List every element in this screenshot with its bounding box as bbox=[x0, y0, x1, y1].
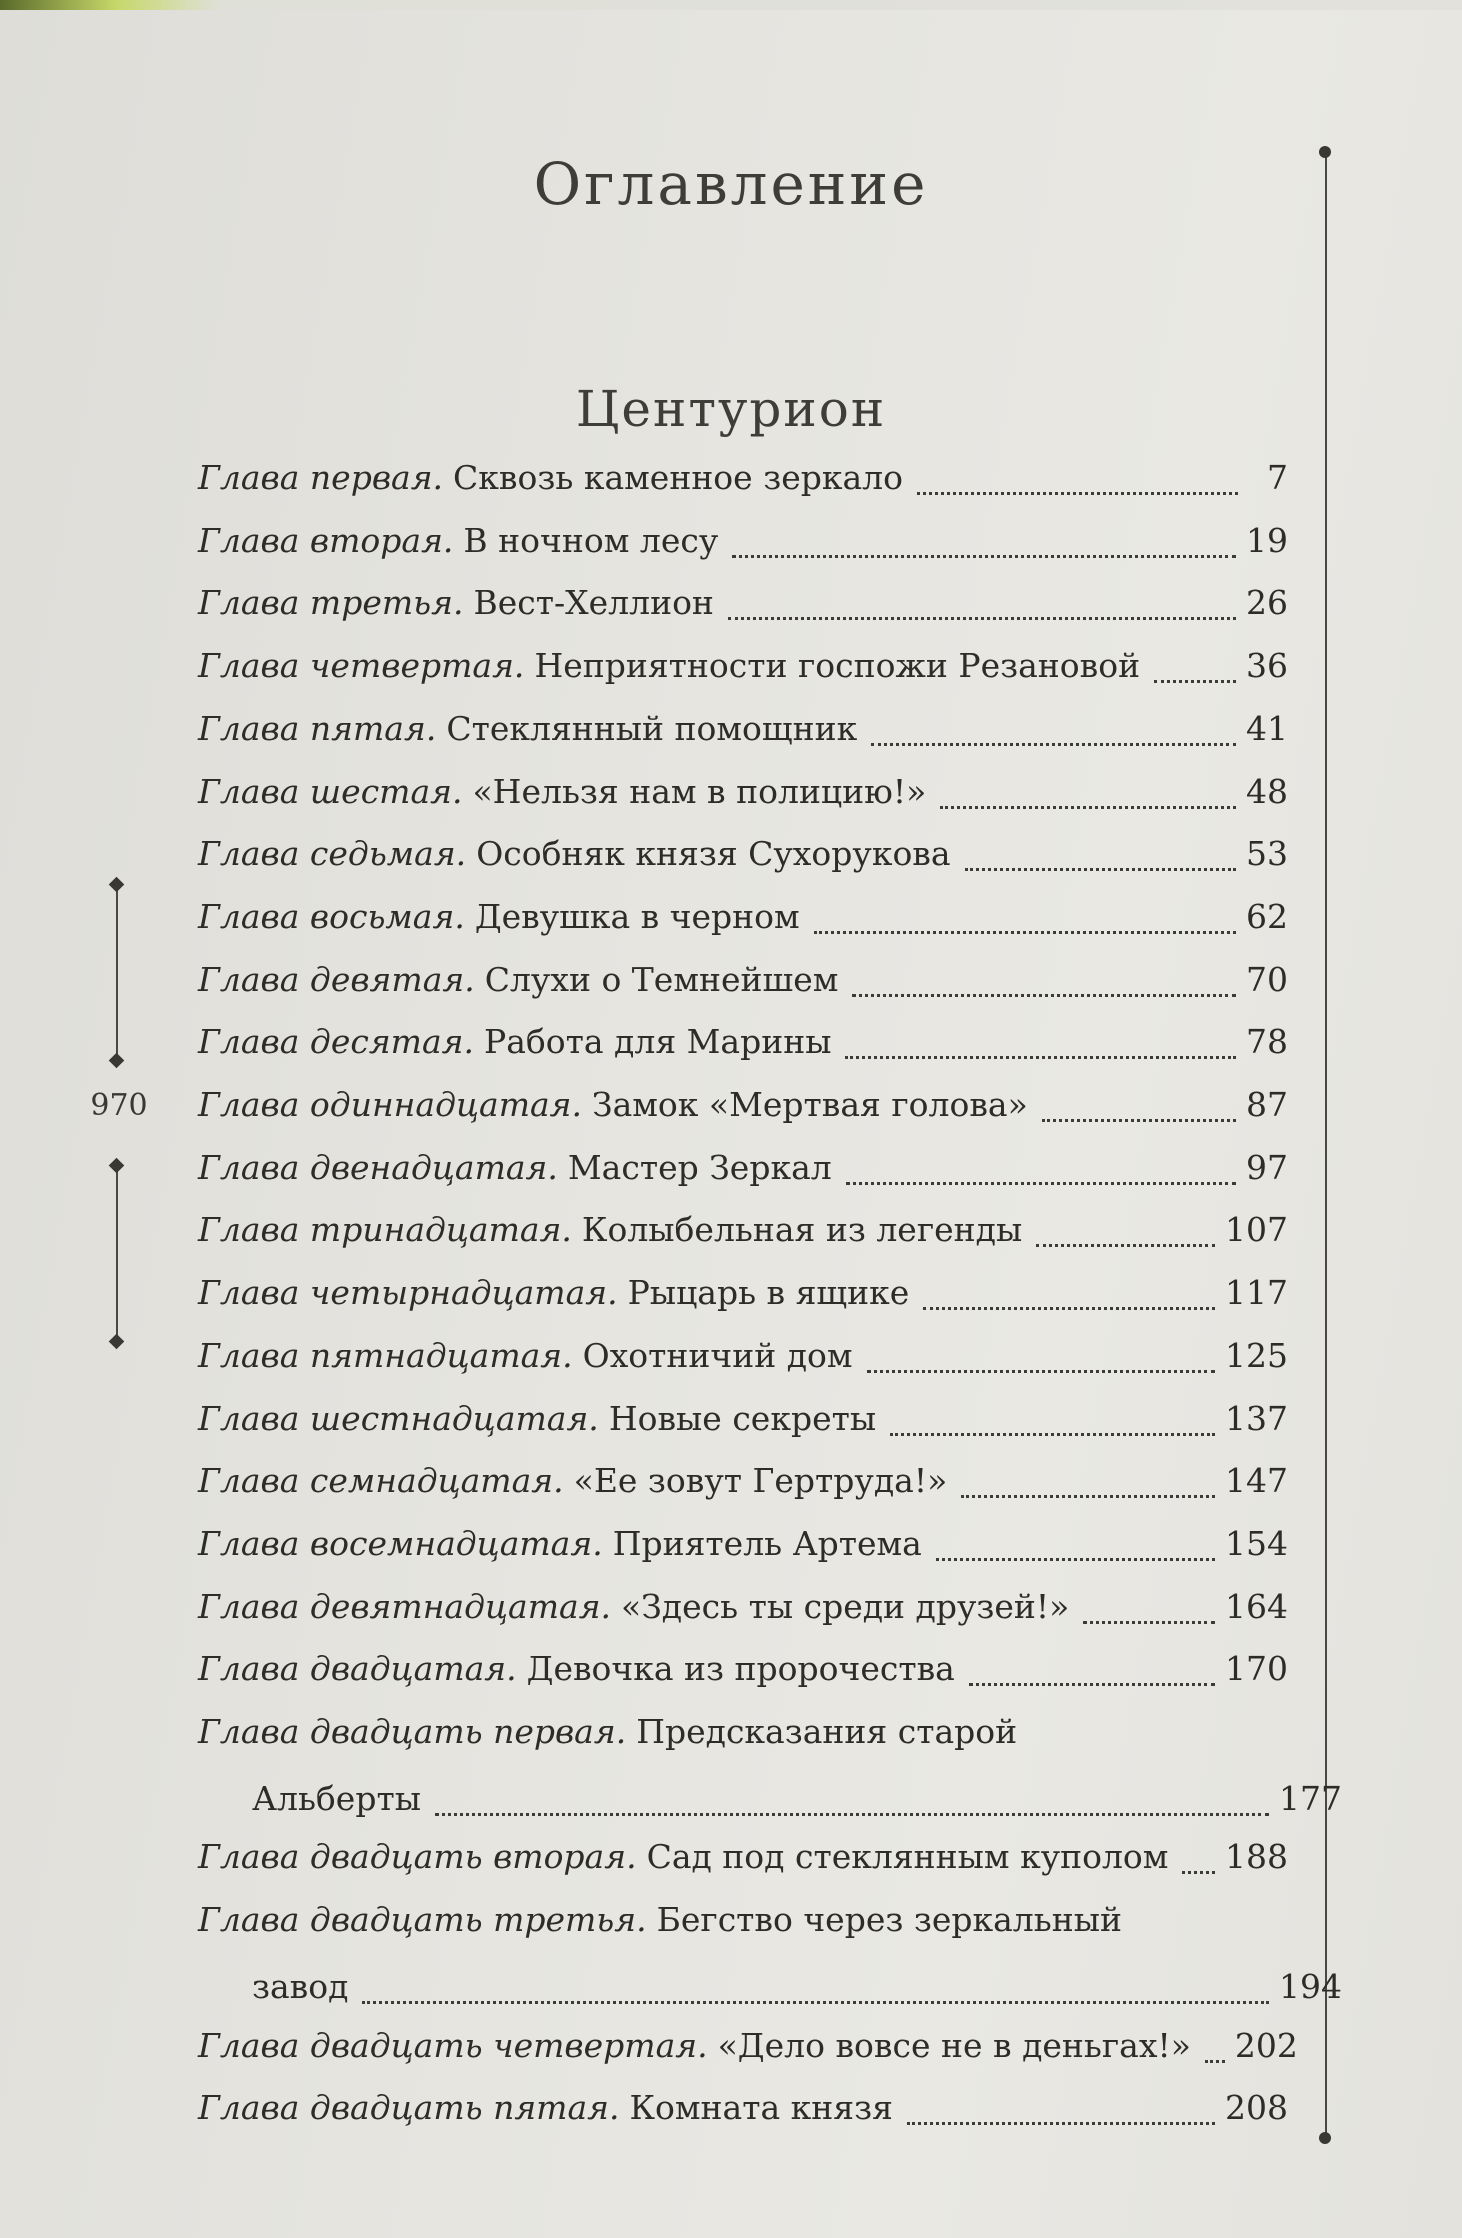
page-heading: Оглавление bbox=[533, 150, 929, 218]
page-ref: 19 bbox=[1246, 520, 1288, 560]
page-ref: 188 bbox=[1225, 1837, 1288, 1877]
chapter-title: «Ее зовут Гертруда!» bbox=[573, 1461, 948, 1501]
chapter-label: Глава одиннадцатая. bbox=[198, 1085, 583, 1124]
dot-leader bbox=[940, 806, 1236, 809]
dot-leader bbox=[917, 492, 1238, 495]
chapter-label: Глава вторая. bbox=[198, 520, 454, 560]
toc-entry bbox=[198, 1524, 1288, 1574]
right-margin-rule bbox=[1325, 150, 1327, 2138]
folio-ornament-rule-top bbox=[116, 884, 118, 1060]
chapter-label: Глава двадцать вторая. bbox=[198, 1837, 637, 1877]
chapter-title: Слухи о Темнейшем bbox=[484, 959, 839, 999]
toc-entry bbox=[198, 2025, 1298, 2076]
chapter-label: Глава восемнадцатая. bbox=[198, 1523, 603, 1563]
page-ref: 170 bbox=[1225, 1649, 1288, 1689]
chapter-label: Глава пятая. bbox=[198, 708, 437, 748]
toc-entry bbox=[198, 1461, 1288, 1511]
page-ref: 70 bbox=[1246, 959, 1288, 999]
chapter-label: Глава шестая. bbox=[198, 771, 463, 811]
chapter-title: Девочка из пророчества bbox=[526, 1649, 955, 1689]
page-ref: 107 bbox=[1225, 1210, 1288, 1250]
page-ref: 164 bbox=[1225, 1586, 1288, 1626]
dot-leader bbox=[846, 1182, 1236, 1185]
chapter-title: Новые секреты bbox=[608, 1398, 877, 1438]
page-ref: 97 bbox=[1246, 1147, 1288, 1187]
dot-leader bbox=[1083, 1621, 1215, 1624]
toc-entry bbox=[198, 1712, 1288, 1762]
page-ref: 48 bbox=[1246, 771, 1288, 811]
page-ref: 62 bbox=[1246, 896, 1288, 936]
dot-leader bbox=[871, 743, 1236, 746]
page-ref: 117 bbox=[1225, 1273, 1288, 1313]
chapter-label: Глава двадцать четвертая. bbox=[198, 2025, 708, 2065]
dot-leader bbox=[936, 1558, 1215, 1561]
toc-entry bbox=[198, 1210, 1288, 1260]
chapter-title: Предсказания старой bbox=[636, 1712, 1018, 1751]
chapter-title: Колыбельная из легенды bbox=[581, 1210, 1023, 1250]
rule-end-dot-icon bbox=[1319, 146, 1331, 158]
page-ref: 53 bbox=[1246, 834, 1288, 874]
toc-entry bbox=[198, 646, 1288, 696]
page-ref: 7 bbox=[1267, 458, 1288, 497]
toc-entry bbox=[198, 1900, 1288, 1950]
chapter-label: Глава двадцать первая. bbox=[198, 1712, 627, 1751]
page-ref: 154 bbox=[1225, 1523, 1288, 1563]
chapter-label: Глава десятая. bbox=[198, 1022, 474, 1062]
page-ref: 125 bbox=[1225, 1335, 1288, 1375]
background-edge bbox=[0, 0, 1462, 10]
toc-entry bbox=[198, 709, 1288, 759]
dot-leader bbox=[1154, 680, 1236, 683]
toc-entry-continuation bbox=[198, 1967, 1342, 2017]
chapter-label: Глава двадцать третья. bbox=[198, 1900, 647, 1940]
folio-ornament-rule-bottom bbox=[116, 1165, 118, 1341]
chapter-title: Замок «Мертвая голова» bbox=[592, 1085, 1028, 1124]
toc-entry bbox=[198, 960, 1288, 1010]
toc-entry bbox=[198, 834, 1288, 884]
toc-entry bbox=[198, 1649, 1288, 1699]
chapter-label: Глава семнадцатая. bbox=[198, 1461, 564, 1501]
chapter-title: Девушка в черном bbox=[474, 896, 800, 936]
chapter-title: Работа для Марины bbox=[484, 1022, 832, 1062]
toc-entry bbox=[198, 1399, 1288, 1449]
chapter-title: «Дело вовсе не в деньгах!» bbox=[717, 2025, 1191, 2065]
dot-leader bbox=[1042, 1119, 1236, 1122]
chapter-title: Особняк князя Сухорукова bbox=[476, 834, 951, 874]
dot-leader bbox=[435, 1813, 1269, 1816]
chapter-title: Приятель Артема bbox=[612, 1523, 922, 1563]
chapter-title: Сквозь каменное зеркало bbox=[453, 458, 903, 497]
page-number: 970 bbox=[90, 1088, 148, 1123]
chapter-label: Глава двенадцатая. bbox=[198, 1147, 558, 1187]
chapter-title: Вест-Хеллион bbox=[473, 583, 714, 623]
page-ref: 26 bbox=[1246, 583, 1288, 623]
dot-leader bbox=[814, 931, 1236, 934]
toc-entry bbox=[198, 1022, 1288, 1072]
dot-leader bbox=[1036, 1244, 1215, 1247]
toc-entry bbox=[198, 521, 1288, 571]
toc-entry bbox=[198, 1336, 1288, 1386]
toc-entry bbox=[198, 1085, 1288, 1135]
page-ref: 147 bbox=[1225, 1461, 1288, 1501]
chapter-title-continuation: завод bbox=[252, 1966, 349, 2006]
page-ref: 36 bbox=[1246, 646, 1288, 686]
chapter-title: Сад под стеклянным куполом bbox=[646, 1837, 1169, 1877]
toc-entry bbox=[198, 1837, 1288, 1887]
chapter-title: Неприятности госпожи Резановой bbox=[534, 646, 1141, 686]
toc-entry bbox=[198, 1148, 1288, 1198]
dot-leader bbox=[1205, 2060, 1225, 2063]
chapter-label: Глава девятая. bbox=[198, 959, 475, 999]
chapter-label: Глава пятнадцатая. bbox=[198, 1335, 573, 1375]
chapter-label: Глава седьмая. bbox=[198, 834, 467, 874]
section-title: Центурион bbox=[575, 380, 887, 438]
toc-entry bbox=[198, 1587, 1288, 1637]
chapter-label: Глава двадцать пятая. bbox=[198, 2088, 620, 2128]
dot-leader bbox=[969, 1683, 1215, 1686]
dot-leader bbox=[867, 1370, 1215, 1373]
dot-leader bbox=[965, 868, 1236, 871]
page-ref: 78 bbox=[1246, 1022, 1288, 1062]
chapter-title: Рыцарь в ящике bbox=[627, 1273, 910, 1313]
page-ref: 202 bbox=[1234, 2025, 1298, 2065]
toc-entry bbox=[198, 1273, 1288, 1323]
toc-entry bbox=[198, 583, 1288, 633]
chapter-title: Стеклянный помощник bbox=[446, 708, 858, 748]
chapter-title: Мастер Зеркал bbox=[567, 1147, 832, 1187]
toc-entry bbox=[198, 458, 1288, 508]
toc-entry bbox=[198, 897, 1288, 947]
toc-entry bbox=[198, 772, 1288, 822]
chapter-label: Глава тринадцатая. bbox=[198, 1210, 572, 1250]
page-ref: 208 bbox=[1225, 2088, 1288, 2128]
chapter-label: Глава третья. bbox=[198, 583, 464, 623]
chapter-title: «Здесь ты среди друзей!» bbox=[621, 1586, 1070, 1626]
chapter-title: В ночном лесу bbox=[463, 520, 719, 560]
chapter-label: Глава четырнадцатая. bbox=[198, 1273, 618, 1313]
dot-leader bbox=[907, 2122, 1215, 2125]
dot-leader bbox=[961, 1495, 1215, 1498]
page-ref: 41 bbox=[1246, 708, 1288, 748]
chapter-label: Глава восьмая. bbox=[198, 896, 465, 936]
dot-leader bbox=[1182, 1871, 1215, 1874]
chapter-title: «Нельзя нам в полицию!» bbox=[472, 771, 927, 811]
chapter-title: Бегство через зеркальный bbox=[656, 1900, 1122, 1940]
page-ref: 137 bbox=[1225, 1398, 1288, 1438]
page-ref: 194 bbox=[1279, 1966, 1342, 2006]
chapter-title-continuation: Альберты bbox=[252, 1778, 421, 1818]
chapter-label: Глава девятнадцатая. bbox=[198, 1586, 612, 1626]
page-ref: 87 bbox=[1246, 1085, 1288, 1124]
chapter-label: Глава двадцатая. bbox=[198, 1649, 517, 1689]
chapter-title: Комната князя bbox=[629, 2088, 893, 2128]
toc-entry bbox=[198, 2088, 1288, 2138]
page-ref: 177 bbox=[1279, 1778, 1342, 1818]
dot-leader bbox=[852, 994, 1236, 997]
dot-leader bbox=[923, 1307, 1215, 1310]
toc-entry-continuation bbox=[198, 1779, 1342, 1829]
chapter-title: Охотничий дом bbox=[582, 1335, 853, 1375]
chapter-label: Глава первая. bbox=[198, 458, 444, 497]
dot-leader bbox=[845, 1056, 1236, 1059]
dot-leader bbox=[732, 555, 1236, 558]
chapter-label: Глава четвертая. bbox=[198, 646, 525, 686]
chapter-label: Глава шестнадцатая. bbox=[198, 1398, 599, 1438]
dot-leader bbox=[362, 2001, 1269, 2004]
rule-end-dot-icon bbox=[1319, 2132, 1331, 2144]
dot-leader bbox=[890, 1433, 1215, 1436]
dot-leader bbox=[728, 617, 1236, 620]
